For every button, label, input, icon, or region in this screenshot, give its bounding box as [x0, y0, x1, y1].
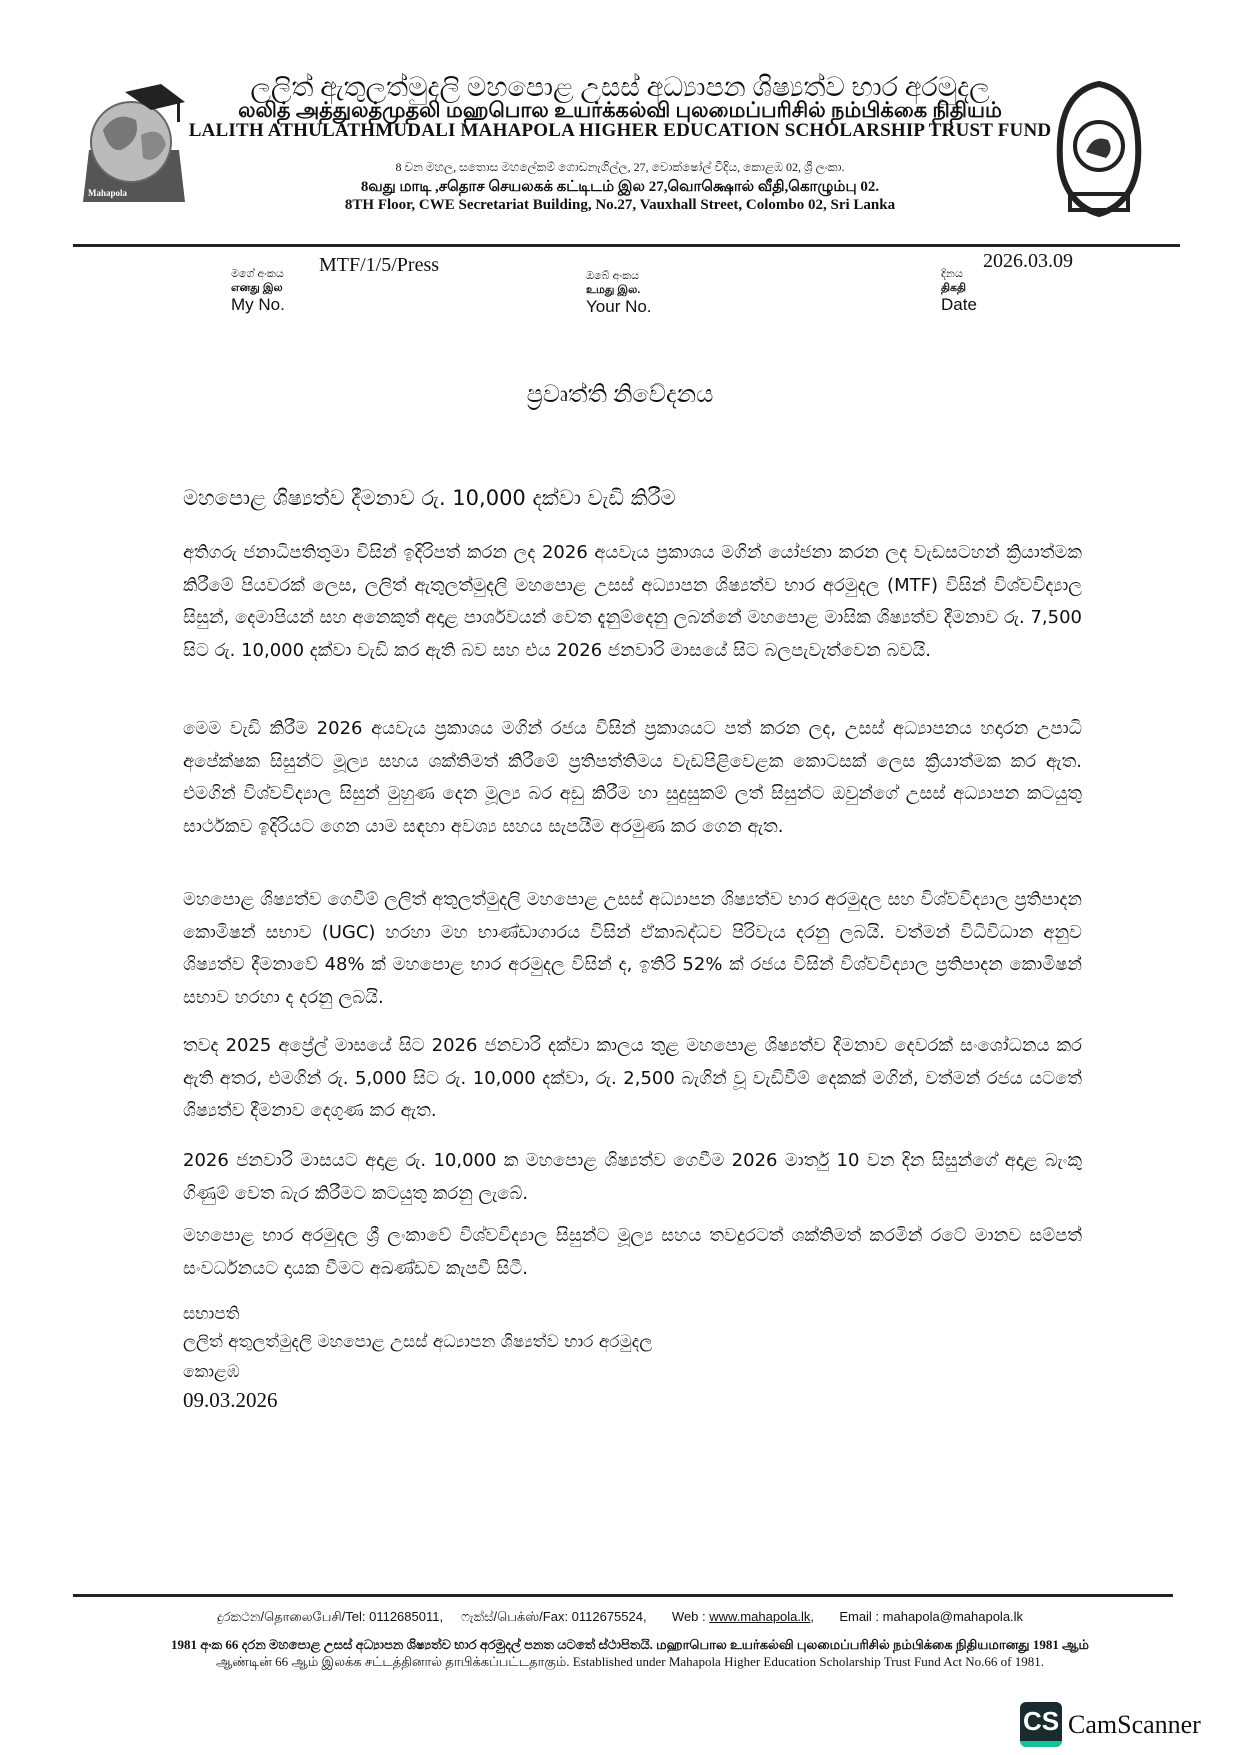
address-english: 8TH Floor, CWE Secretariat Building, No.27, Vauxhall Street, Colombo 02, Sri Lanka: [344, 197, 896, 213]
footer-tel: දුරකථන/தொலைபேசி/Tel: 0112685011,: [216, 1609, 444, 1624]
your-no-label: [586, 269, 652, 317]
address-tamil: 8வது மாடி ,சதொச செயலகக் கட்டிடம் இல 27,வொக்ஷொல் வீதி,கொழும்பு 02.: [360, 179, 880, 195]
date-label: [941, 267, 977, 315]
org-name-tamil: லலித் அத்துலத்முதலி மஹபொல உயர்க்கல்வி புலமைப்பரிசில் நம்பிக்கை நிதியம்: [238, 98, 1002, 122]
my-no-si: මගේ අංකය: [231, 268, 284, 280]
footer-email: Email : mahapola@mahapola.lk: [839, 1609, 1024, 1624]
camscanner-logo-icon: CS: [1020, 1702, 1062, 1747]
date-si: දිනය: [941, 268, 963, 280]
legal-line-1: 1981 අංක 66 දරන මහපොළ උසස් අධ්‍යාපන ශිෂ්‍යත්ව භාර අරමුදල් පනත යටතේ ස්ථාපිතයි. மஹாபொல உயர்கல்வி புலமைப்பரிசில் நம்பிக்கை நிதியமானது 1981 ஆம்: [171, 1637, 1089, 1652]
signature-date: 09.03.2026: [183, 1388, 278, 1412]
header-divider: [73, 244, 1180, 247]
signature-place: කොළඹ: [183, 1362, 240, 1382]
my-no-ta: எனது இல: [231, 282, 283, 294]
your-no-en: Your No.: [586, 297, 652, 316]
date-en: Date: [941, 295, 977, 314]
document-title: ප්‍රවෘත්ති නිවේදනය: [526, 382, 714, 408]
my-no-label: [231, 267, 285, 315]
footer-legal: [130, 1636, 1130, 1670]
camscanner-text: CamScanner: [1068, 1709, 1201, 1739]
footer-divider: [73, 1594, 1173, 1597]
footer-contacts: දුරකථන/தொலைபேசி/Tel: 0112685011, ෆැක්ස්/பெக்ஸ்/Fax: 0112675524, Web : www.mahapola.lk, Email : mahapola@mahapola.lk: [216, 1609, 1024, 1624]
paragraph-4: තවද 2025 අප්‍රේල් මාසයේ සිට 2026 ජනවාරි දක්වා කාලය තුළ මහපොළ ශිෂ්‍යත්ව දීමනාව දෙවරක් සංශෝධනය කර ඇති අතර, එමගින් රු. 5,000 සිට රු. 10,000 දක්වා, රු. 2,500 බැගින් වූ වැඩිවීම් දෙකක් මගින්, වත්මන් රජය යටතේ ශිෂ්‍යත්ව දීමනාව දෙගුණ කර ඇත.: [183, 1035, 1082, 1122]
signature-role: සභාපති: [183, 1304, 240, 1324]
signature-org: ලලිත් අතුලත්මුදලි මහපොළ උසස් අධ්‍යාපන ශිෂ්‍යත්ව භාර අරමුදල: [183, 1332, 653, 1352]
footer-fax: ෆැක්ස්/பெக்ஸ்/Fax: 0112675524,: [461, 1609, 647, 1624]
my-no-en: My No.: [231, 295, 285, 314]
org-name-english: LALITH ATHULATHMUDALI MAHAPOLA HIGHER EDUCATION SCHOLARSHIP TRUST FUND: [188, 120, 1052, 141]
footer-web-label: Web :: [671, 1609, 706, 1624]
my-no-value: MTF/1/5/Press: [319, 254, 440, 276]
paragraph-6: මහපොළ භාර අරමුදල ශ්‍රී ලංකාවේ විශ්වවිද්‍යාල සිසුන්ට මූල්‍ය සහය තවදුරටත් ශක්තිමත් කරමින් රටේ මානව සම්පත් සංවර්ධනයට දායක වීමට අඛණ්ඩව කැපවී සිටී.: [183, 1225, 1082, 1279]
paragraph-2: මෙම වැඩි කිරීම 2026 අයවැය ප්‍රකාශය මගින් රජය විසින් ප්‍රකාශයට පත් කරන ලද, උසස් අධ්‍යාපනය හදාරන උපාධි අපේක්ෂක සිසුන්ට මූල්‍ය සහය ශක්තිමත් කිරීමේ ප්‍රතිපත්තිමය වැඩපිළිවෙළක කොටසක් ලෙස ක්‍රියාත්මක කර ඇත. එමගින් විශ්වවිද්‍යාල සිසුන් මුහුණ දෙන මූල්‍ය බර අඩු කිරීම හා සුදුසුකම් ලත් සිසුන්ට ඔවුන්ගේ උසස් අධ්‍යාපන කටයුතු සාර්ථකව ඉදිරියට ගෙන යාම සඳහා අවශ්‍ය සහය සැපයීම අරමුණ කර ගෙන ඇත.: [183, 718, 1082, 838]
camscanner-watermark: [1020, 1702, 1201, 1747]
paragraph-1: අතිගරු ජනාධිපතිතුමා විසින් ඉදිරිපත් කරන ලද 2026 අයවැය ප්‍රකාශය මගින් යෝජනා කරන ලද වැඩසටහන් ක්‍රියාත්මක කිරීමේ පියවරක් ලෙස, ලලිත් ඇතුලත්මුදලි මහපොළ උසස් අධ්‍යාපන ශිෂ්‍යත්ව භාර අරමුදල (MTF) විසින් විශ්වවිද්‍යාල සිසුන්, දෙමාපියන් සහ අනෙකුත් අදාළ පාර්ශවයන් වෙත දැනුම්දෙනු ලබන්නේ මහපොළ මාසික ශිෂ්‍යත්ව දීමනාව රු. 7,500 සිට රු. 10,000 දක්වා වැඩි කර ඇති බව සහ එය 2026 ජනවාරි මාසයේ සිට බලපැවැත්වෙන බවයි.: [183, 542, 1082, 662]
paragraph-3: මහපොළ ශිෂ්‍යත්ව ගෙවීම් ලලිත් අතුලත්මුදලි මහපොළ උසස් අධ්‍යාපන ශිෂ්‍යත්ව භාර අරමුදල සහ විශ්වවිද්‍යාල ප්‍රතිපාදන කොමිෂන් සභාව (UGC) හරහා මහ භාණ්ඩාගාරය විසින් ඒකාබද්ධව පිරිවැය දරනු ලබයි. වත්මන් විධිවිධාන අනුව ශිෂ්‍යත්ව දීමනාවේ 48% ක් මහපොළ භාර අරමුදල විසින් ද, ඉතිරි 52% ක් රජය විසින් විශ්වවිද්‍යාල ප්‍රතිපාදන කොමිෂන් සභාව හරහා ද දරනු ලබයි.: [183, 889, 1082, 1009]
document-heading: මහපොළ ශිෂ්‍යත්ව දීමනාව රු. 10,000 දක්වා වැඩි කිරීම: [183, 486, 676, 510]
logo-caption: Mahapola: [88, 188, 128, 198]
your-no-si: ඔබේ අංකය: [586, 270, 639, 282]
date-ta: திகதி: [941, 282, 967, 294]
address-sinhala: 8 වන මහල, සතොස මහලේකම් ගොඩනැගිල්ල, 27, වොක්ෂෝල් වීදිය, කොළඹ 02, ශ්‍රී ලංකා.: [395, 160, 845, 174]
website-link[interactable]: www.mahapola.lk: [709, 1609, 811, 1624]
org-name-sinhala: ලලිත් ඇතුලත්මුදලි මහපොළ උසස් අධ්‍යාපන ශිෂ්‍යත්ව භාර අරමුදල: [250, 72, 990, 102]
your-no-ta: உமது இல.: [586, 284, 641, 296]
legal-line-2: ஆண்டின் 66 ஆம் இலக்க சட்டத்தினால் தாபிக்கப்பட்டதாகும். Established under Mahapola Higher Education Scholarship Trust Fund Act No.66 of 1981.: [215, 1654, 1045, 1669]
paragraph-5: 2026 ජනවාරි මාසයට අදාළ රු. 10,000 ක මහපොළ ශිෂ්‍යත්ව ගෙවීම 2026 මාර්තු 10 වන දින සිසුන්ගේ අදාළ බැංකු ගිණුම් වෙත බැර කිරීමට කටයුතු කරනු ලැබේ.: [183, 1150, 1082, 1204]
date-value: 2026.03.09: [983, 250, 1073, 272]
